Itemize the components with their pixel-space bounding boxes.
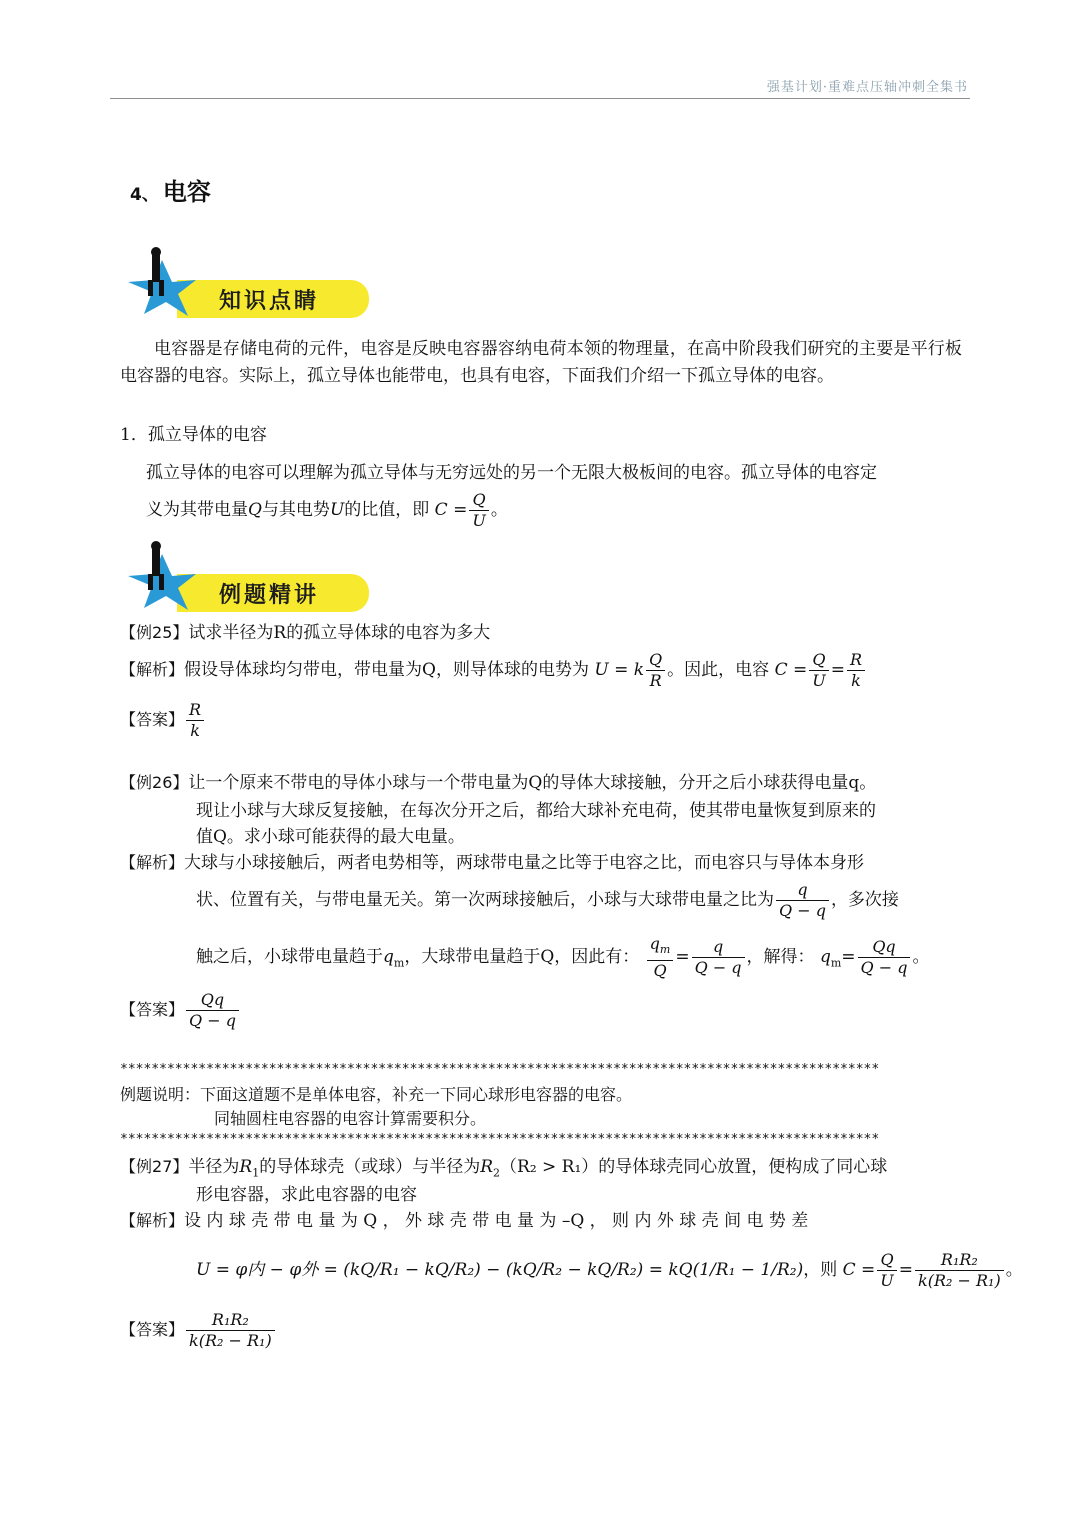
section-number: 4、 bbox=[130, 185, 159, 205]
ex27-analysis: 【解析】设 内 球 壳 带 电 量 为 Q ， 外 球 壳 带 电 量 为 –Q ， 则 内 外 球 壳 间 电 势 差 bbox=[120, 1211, 809, 1231]
ex25-question: 【例25】试求半径为R的孤立导体球的电容为多大 bbox=[120, 623, 491, 643]
ex27-answer-formula: $\frac{\text{R₁R₂}}{\text{k(R₂ − R₁)}}$ bbox=[186, 1310, 275, 1351]
ex26-answer-formula: $\frac{Qq}{Q - q}$ bbox=[186, 990, 239, 1031]
examples-banner-label: 例题精讲 bbox=[219, 582, 320, 608]
note-stars-bottom: ************************************************************************************************* bbox=[120, 1132, 880, 1147]
ex27-analysis-2: U = φ内 − φ外 = (kQ/R₁ − kQ/R₂) − (kQ/R₂ − kQ/R₂) = kQ(1/R₁ − 1/R₂)，则 C = $\frac{Q}{U}$ = $\frac{\text{R₁R₂}}{\text{k(R₂ − R₁)}}$ 。 bbox=[196, 1250, 1023, 1290]
ex26-question-3: 值Q。求小球可能获得的最大电量。 bbox=[196, 827, 465, 847]
ex26-question: 【例26】让一个原来不带电的导体小球与一个带电量为Q的导体大球接触，分开之后小球获得电量q。 bbox=[120, 773, 877, 793]
ex26-answer: 【答案】 $\frac{Qq}{Q - q}$ bbox=[120, 990, 241, 1031]
header-rule bbox=[110, 98, 970, 99]
knowledge-banner bbox=[122, 246, 372, 316]
star-runner-icon bbox=[122, 540, 212, 612]
topic1-line2c: 的比值，即 bbox=[344, 500, 430, 520]
topic1-U: U bbox=[329, 500, 345, 520]
ex26-question-2: 现让小球与大球反复接触，在每次分开之后，都给大球补充电荷，使其带电量恢复到原来的 bbox=[196, 801, 876, 821]
ex26-analysis: 【解析】大球与小球接触后，两者电势相等，两球带电量之比等于电容之比，而电容只与导体本身形 bbox=[120, 853, 865, 873]
ex25-answer: 【答案】 $\frac{R}{k}$ bbox=[120, 700, 206, 741]
ex26-analysis-2: 状、位置有关，与带电量无关。第一次两球接触后，小球与大球带电量之比为 $\frac{q}{Q - q}$ ，多次接 bbox=[196, 880, 899, 920]
ex25-answer-formula: $\frac{R}{k}$ bbox=[186, 700, 204, 741]
ex27-question: 【例27】半径为$R_1$的导体球壳（或球）与半径为$R_2(R_2 > R_1)$的导体球壳同心放置，便构成了同心球 bbox=[120, 1157, 888, 1180]
topic1-line2b: 与其电势 bbox=[261, 500, 330, 520]
header-book-title: 强基计划·重难点压轴冲刺全集书 bbox=[766, 80, 968, 95]
topic1-heading: 1．孤立导体的电容 bbox=[120, 425, 267, 445]
topic1-C-eq: C = bbox=[434, 500, 468, 520]
topic1-formula: $\frac{Q}{U}$ bbox=[469, 490, 488, 531]
examples-banner bbox=[122, 540, 372, 610]
ex25-analysis: 【解析】假设导体球均匀带电，带电量为Q，则导体球的电势为 U = k $\frac{Q}{R}$ 。因此，电容 C = $\frac{Q}{U}$ = $\frac{R}{k}$ bbox=[120, 650, 867, 691]
intro-paragraph: 电容器是存储电荷的元件，电容是反映电容器容纳电荷本领的物理量，在高中阶段我们研究的主要是平行板电容器的电容。实际上，孤立导体也能带电，也具有电容，下面我们介绍一下孤立导体的电容。 bbox=[120, 339, 962, 386]
note-line-1: 例题说明：下面这道题不是单体电容，补充一下同心球形电容器的电容。 bbox=[120, 1085, 633, 1104]
note-stars-top: ************************************************************************************************* bbox=[120, 1062, 880, 1077]
topic1-line2a: 义为其带电量 bbox=[146, 500, 248, 520]
section-title-text: 电容 bbox=[162, 178, 211, 206]
topic1-Q: Q bbox=[248, 500, 262, 520]
star-runner-icon bbox=[122, 246, 212, 318]
topic1-line2 bbox=[146, 490, 508, 531]
knowledge-banner-label: 知识点睛 bbox=[219, 288, 320, 314]
ex26-analysis-3: 触之后，小球带电量趋于$q_m$，大球带电量趋于Q，因此有： $\frac{q_m}{Q}$ = $\frac{q}{Q - q}$ ，解得： $q_m=$ $\frac{Qq}{Q - q}$ 。 bbox=[196, 934, 930, 981]
topic1-line1: 孤立导体的电容可以理解为孤立导体与无穷远处的另一个无限大极板间的电容。孤立导体的电容定 bbox=[146, 463, 877, 483]
ex27-answer: 【答案】 $\frac{\text{R₁R₂}}{\text{k(R₂ − R₁)}}$ bbox=[120, 1310, 277, 1351]
note-line-2: 同轴圆柱电容器的电容计算需要积分。 bbox=[214, 1109, 487, 1128]
ex27-question-2: 形电容器，求此电容器的电容 bbox=[196, 1185, 417, 1205]
section-title bbox=[130, 172, 211, 207]
ex25-potential-formula: $\frac{Q}{R}$ bbox=[646, 650, 665, 691]
topic1-line2d: 。 bbox=[490, 500, 508, 520]
